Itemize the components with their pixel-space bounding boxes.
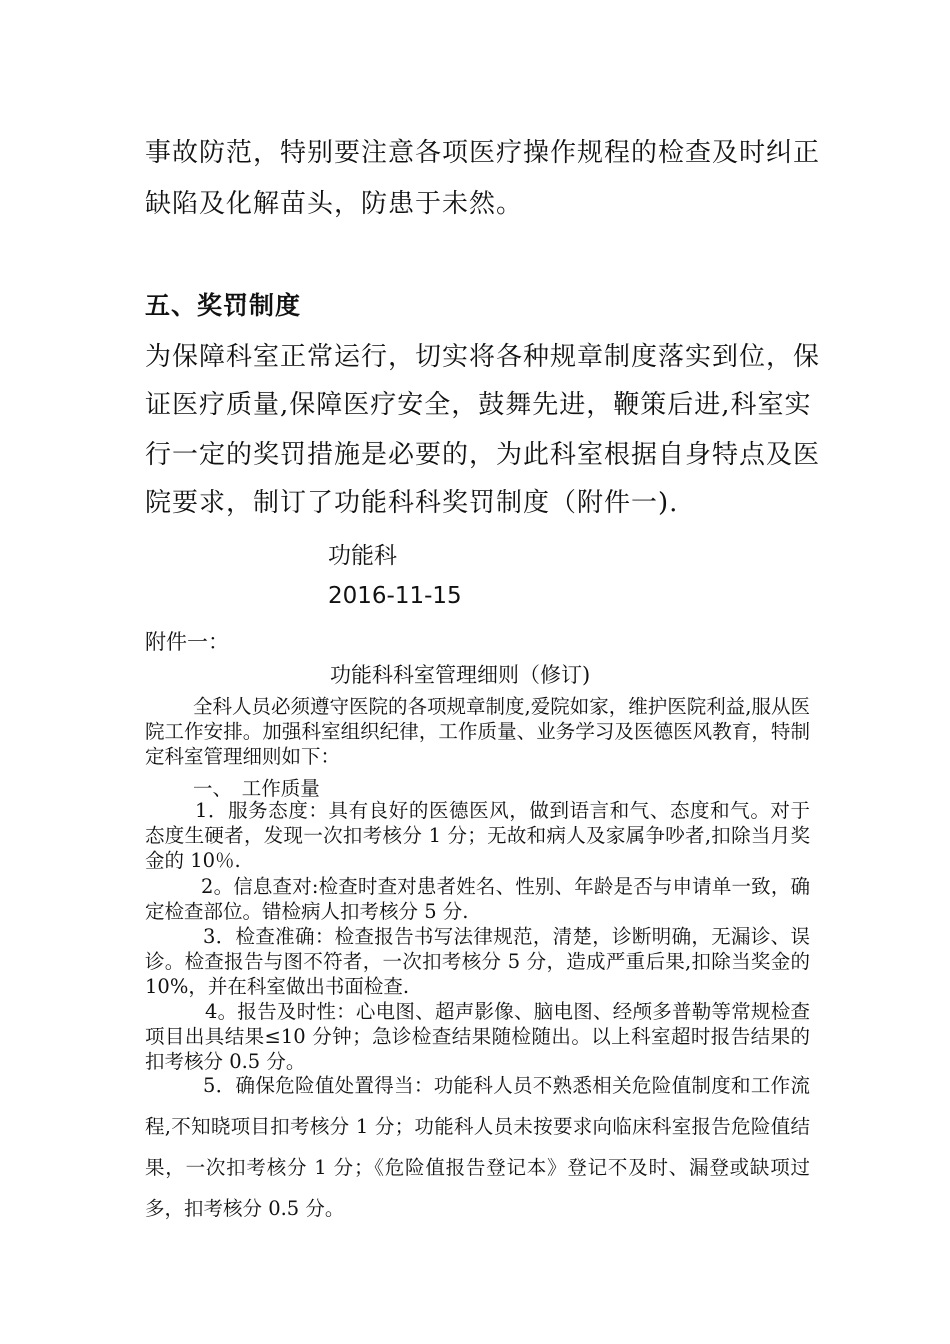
text-line: 行一定的奖罚措施是必要的，为此科室根据自身特点及医 (145, 440, 821, 470)
text-line: 事故防范，特别要注意各项医疗操作规程的检查及时纠正 (145, 138, 821, 168)
item-1: 1．服务态度：具有良好的医德医风，做到语言和气、态度和气。对于态度生硬者，发现一次扣考核分 1 分；无故和病人及家属争吵者,扣除当月奖金的 10％. (145, 799, 810, 872)
subheading: 一、 工作质量 (193, 777, 320, 800)
attachment-title: 功能科科室管理细则（修订) (330, 663, 591, 687)
intro-paragraph: 全科人员必须遵守医院的各项规章制度,爱院如家，维护医院利益,服从医院工作安排。加强科室组织纪律，工作质量、业务学习及医德医风教育，特制定科室管理细则如下： (145, 695, 810, 768)
item-4: 4。报告及时性：心电图、超声影像、脑电图、经颅多普勒等常规检查项目出具结果≤10 分钟；急诊检查结果随检随出。以上科室超时报告结果的扣考核分 0.5 分。 (145, 1000, 810, 1073)
section-heading: 五、奖罚制度 (145, 291, 302, 320)
text-line: 为保障科室正常运行，切实将各种规章制度落实到位，保 (145, 342, 821, 372)
item-3: 3．检查准确：检查报告书写法律规范，清楚，诊断明确，无漏诊、误诊。检查报告与图不符者，一次扣考核分 5 分，造成严重后果,扣除当奖金的 10%，并在科室做出书面检查. (145, 925, 810, 998)
text-line: 院要求，制订了功能科科奖罚制度（附件一). (145, 488, 679, 518)
signature-dept: 功能科 (328, 543, 397, 569)
signature-date: 2016-11-15 (328, 583, 462, 609)
text-line: 证医疗质量,保障医疗安全，鼓舞先进，鞭策后进,科室实 (145, 390, 812, 420)
text-line: 缺陷及化解苗头，防患于未然。 (145, 189, 524, 219)
item-2: 2。信息查对:检查时查对患者姓名、性别、年龄是否与申请单一致，确定检查部位。错检病人扣考核分 5 分. (145, 875, 810, 923)
item-5: 5．确保危险值处置得当：功能科人员不熟悉相关危险值制度和工作流程,不知晓项目扣考核分 1 分；功能科人员未按要求向临床科室报告危险值结果，一次扣考核分 1 分；《危险值报告登记本》登记不及时、漏登或缺项过多，扣考核分 0.5 分。 (145, 1074, 810, 1220)
attachment-label: 附件一： (145, 630, 229, 654)
